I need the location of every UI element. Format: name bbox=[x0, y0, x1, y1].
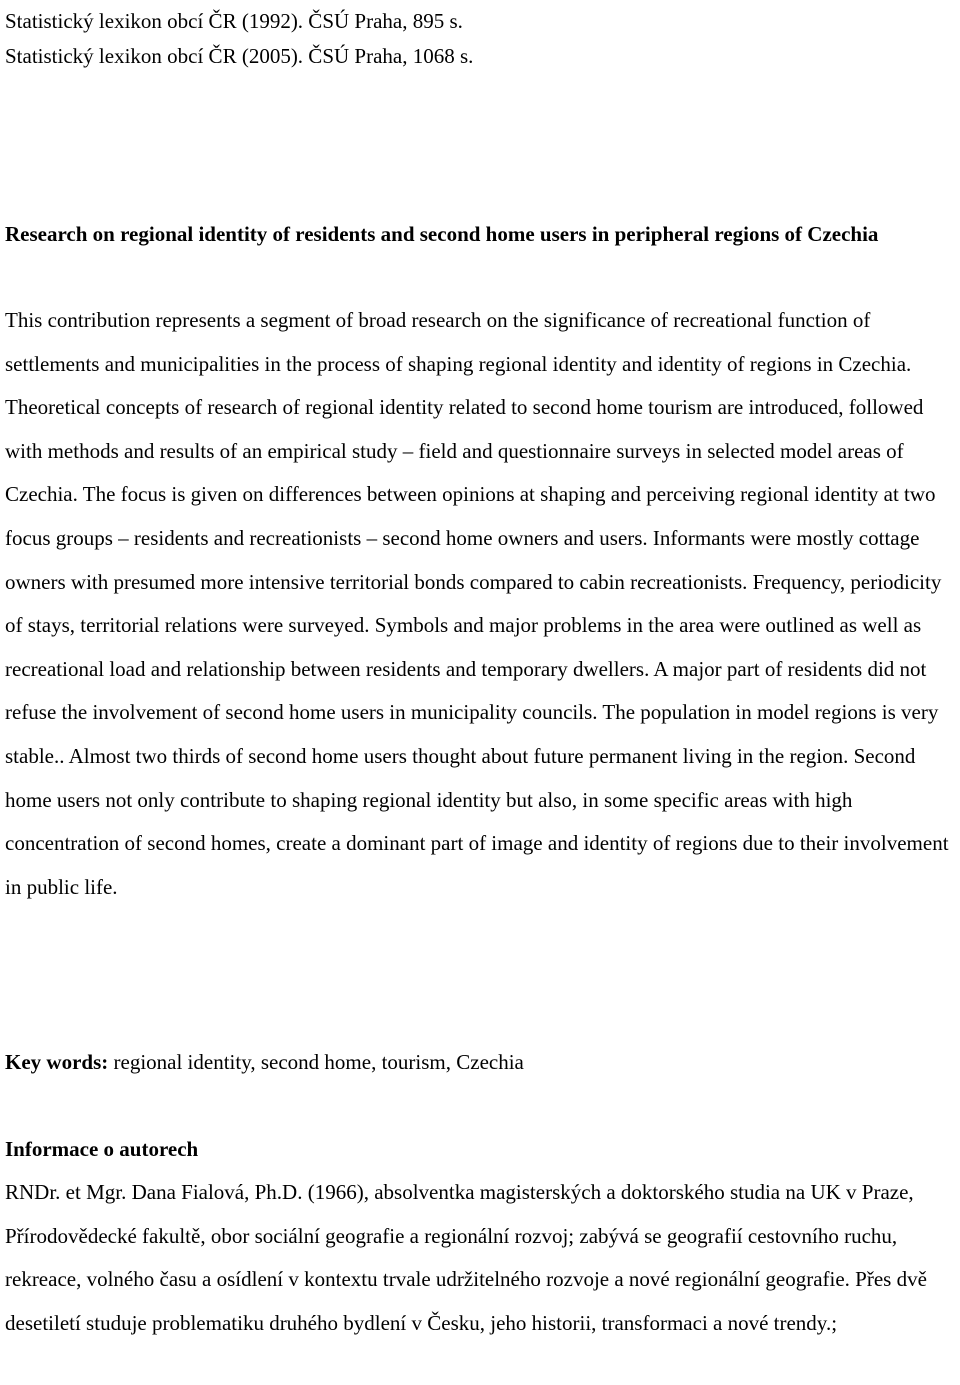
authors-heading: Informace o autorech bbox=[5, 1137, 199, 1161]
authors-body: RNDr. et Mgr. Dana Fialová, Ph.D. (1966), absolventka magisterských a doktorského studia na UK v Praze, Přírodovědecké fakultě, obor sociální geografie a regionální rozvoj; zabývá se geografií cestovního ruchu, rekreace, volného času a osídlení v kontextu trvale udržitelného rozvoje a nové regionální geografie. Přes dvě desetiletí studuje problematiku druhého bydlení v Česku, jeho historii, transformaci a nové trendy.; bbox=[5, 1180, 927, 1335]
keywords bbox=[5, 1041, 524, 1084]
reference-list bbox=[5, 4, 473, 74]
abstract-body: This contribution represents a segment of broad research on the significance of recreational function of settlements and municipalities in the process of shaping regional identity and identity of regions in Czechia. Theoretical concepts of research of regional identity related to second home tourism are introduced, followed with methods and results of an empirical study – field and questionnaire surveys in selected model areas of Czechia. The focus is given on differences between opinions at shaping and perceiving regional identity at two focus groups – residents and recreationists – second home owners and users. Informants were mostly cottage owners with presumed more intensive territorial bonds compared to cabin recreationists. Frequency, periodicity of stays, territorial relations were surveyed. Symbols and major problems in the area were outlined as well as recreational load and relationship between residents and temporary dwellers. A major part of residents did not refuse the involvement of second home users in municipality councils. The population in model regions is very stable.. Almost two thirds of second home users thought about future permanent living in the region. Second home users not only contribute to shaping regional identity but also, in some specific areas with high concentration of second homes, create a dominant part of image and identity of regions due to their involvement in public life. bbox=[5, 308, 949, 899]
abstract-title: Research on regional identity of residents and second home users in peripheral regions of Czechia bbox=[5, 222, 879, 246]
reference-item: Statistický lexikon obcí ČR (1992). ČSÚ Praha, 895 s. bbox=[5, 9, 463, 33]
reference-item: Statistický lexikon obcí ČR (2005). ČSÚ Praha, 1068 s. bbox=[5, 44, 474, 68]
keywords-value: regional identity, second home, tourism, Czechia bbox=[108, 1050, 524, 1074]
keywords-label: Key words: bbox=[5, 1050, 109, 1074]
